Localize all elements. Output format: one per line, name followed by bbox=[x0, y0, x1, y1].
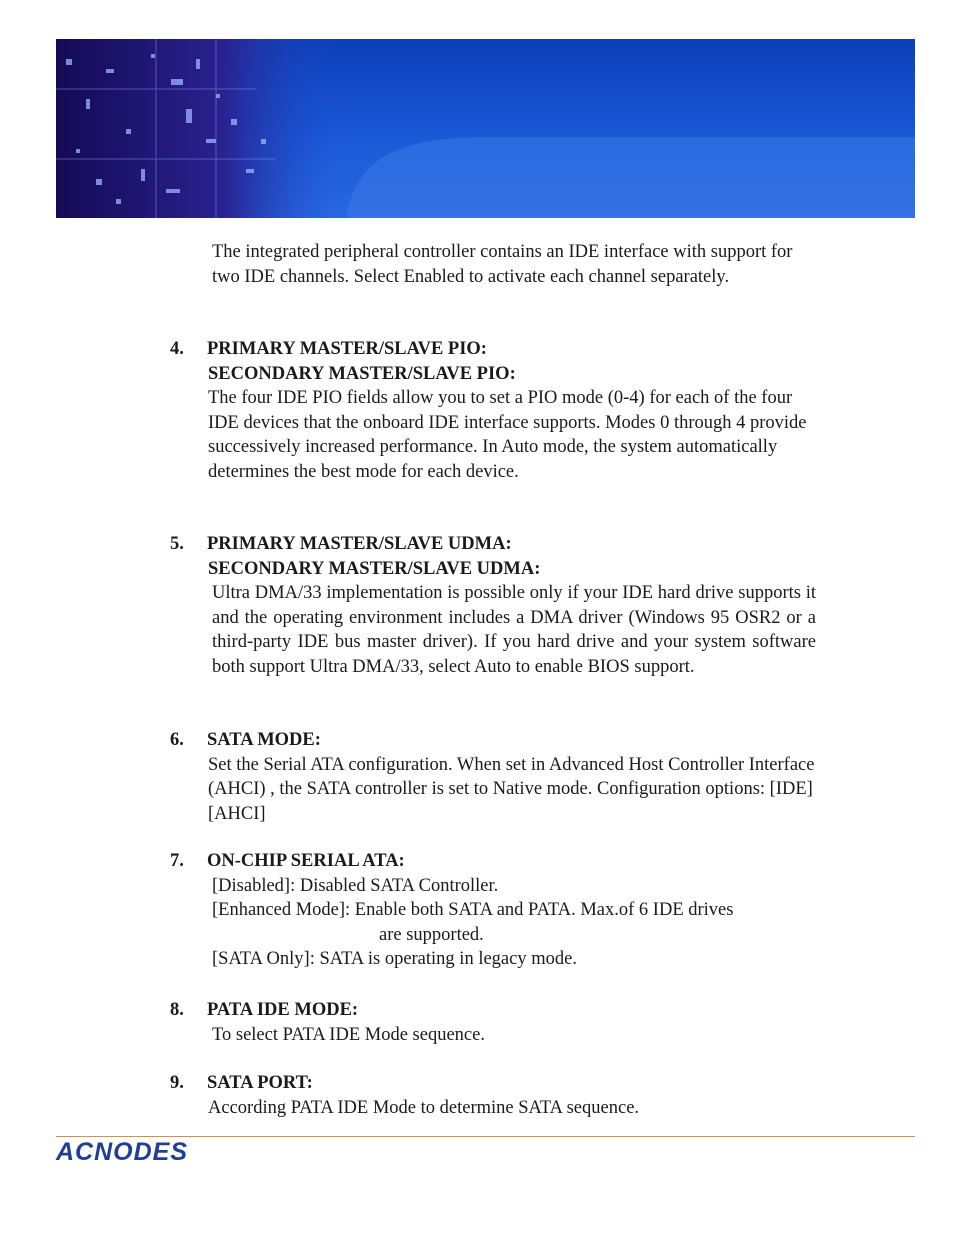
item-heading: SATA PORT: bbox=[207, 1073, 313, 1093]
company-logo: ACNODES bbox=[56, 1138, 189, 1166]
option-line: [SATA Only]: SATA is operating in legacy mode. bbox=[212, 949, 577, 970]
footer-divider bbox=[56, 1136, 915, 1137]
item-body: Ultra DMA/33 implementation is possible only if your IDE hard drive supports it and the operating environment includes a DMA driver (Windows 95 OSR2 or a third-party IDE bus master driver). If you hard drive and your system software both support Ultra DMA/33, select Auto to enable BIOS support. bbox=[212, 583, 816, 677]
item-number: 4. bbox=[170, 339, 184, 359]
item-heading: PRIMARY MASTER/SLAVE PIO: bbox=[207, 339, 487, 359]
intro-paragraph: The integrated peripheral controller contains an IDE interface with support for two IDE channels. Select Enabled to activate each channel separately. bbox=[212, 242, 793, 287]
header-banner bbox=[56, 39, 915, 218]
item-body: Set the Serial ATA configuration. When set in Advanced Host Controller Interface (AHCI) , the SATA controller is set to Native mode. Configuration options: [IDE] [AHCI] bbox=[208, 754, 815, 824]
item-7 bbox=[170, 849, 820, 972]
item-number: 6. bbox=[170, 730, 184, 750]
item-heading: PATA IDE MODE: bbox=[207, 1000, 359, 1020]
item-4 bbox=[170, 337, 820, 485]
item-heading: SECONDARY MASTER/SLAVE UDMA: bbox=[208, 558, 541, 579]
item-heading: SECONDARY MASTER/SLAVE PIO: bbox=[208, 363, 516, 384]
item-body: According PATA IDE Mode to determine SATA sequence. bbox=[208, 1097, 640, 1118]
item-heading: SATA MODE: bbox=[207, 730, 321, 750]
item-8 bbox=[170, 998, 820, 1047]
item-number: 5. bbox=[170, 534, 184, 554]
item-9 bbox=[170, 1071, 820, 1120]
option-line: [Enhanced Mode]: Enable both SATA and PATA. Max.of 6 IDE drives bbox=[212, 900, 734, 921]
option-line: [Disabled]: Disabled SATA Controller. bbox=[212, 875, 499, 896]
item-heading: ON-CHIP SERIAL ATA: bbox=[207, 851, 405, 871]
circuit-board-graphic bbox=[56, 39, 915, 218]
item-6 bbox=[170, 728, 820, 826]
item-heading: PRIMARY MASTER/SLAVE UDMA: bbox=[207, 534, 512, 554]
item-number: 9. bbox=[170, 1073, 184, 1093]
item-number: 8. bbox=[170, 1000, 184, 1020]
item-body: The four IDE PIO fields allow you to set a PIO mode (0-4) for each of the four IDE devices that the onboard IDE interface supports. Modes 0 through 4 provide successively increased performance. In Auto mode, the system automatically determines the best mode for each device. bbox=[208, 388, 807, 482]
item-body: To select PATA IDE Mode sequence. bbox=[212, 1024, 485, 1045]
item-number: 7. bbox=[170, 851, 184, 871]
item-5 bbox=[170, 532, 820, 680]
option-line: are supported. bbox=[379, 924, 484, 945]
